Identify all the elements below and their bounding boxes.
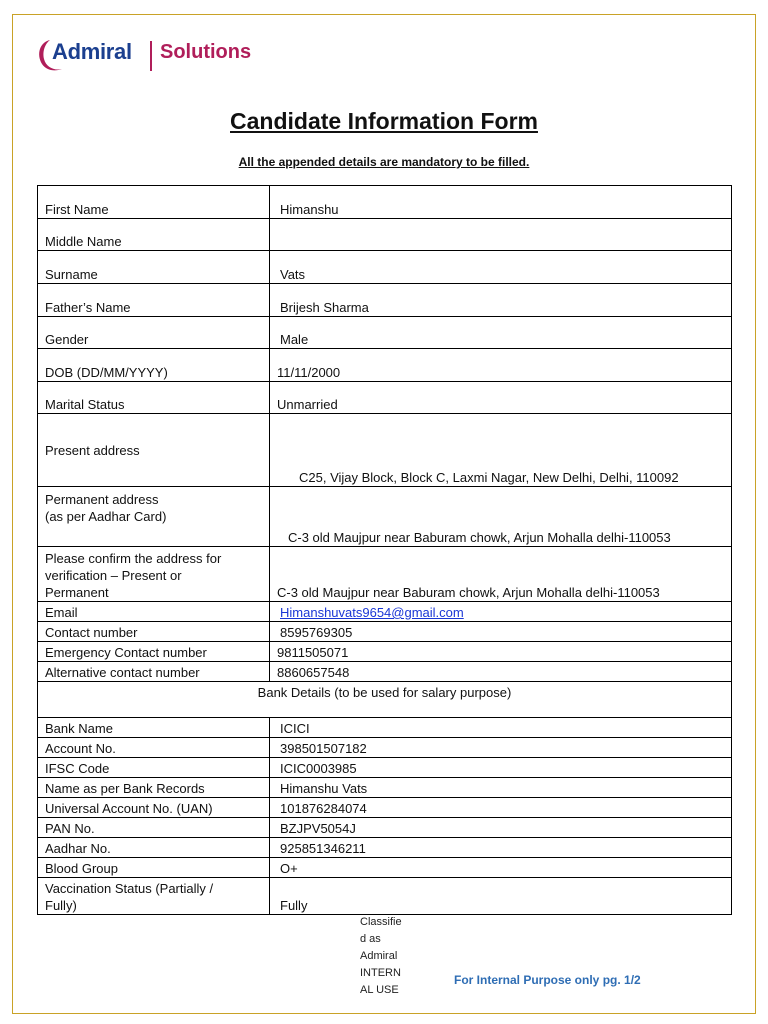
table-row	[38, 878, 732, 915]
bank-name-text: ICICI	[280, 721, 310, 736]
table-row	[38, 858, 732, 878]
page-subtitle: All the appended details are mandatory to be filled.	[238, 155, 530, 169]
table-row	[38, 818, 732, 838]
permanent-address-value[interactable]	[270, 487, 732, 547]
name-bank-label: Name as per Bank Records	[38, 778, 270, 798]
ifsc-value[interactable]	[270, 758, 732, 778]
classification-line: INTERN	[360, 967, 401, 979]
logo-separator	[150, 41, 152, 71]
present-address-text: C25, Vijay Block, Block C, Laxmi Nagar, New Delhi, Delhi, 110092	[299, 470, 679, 485]
emergency-contact-value[interactable]: 9811505071	[270, 642, 732, 662]
gender-value[interactable]	[270, 317, 732, 349]
uan-text: 101876284074	[280, 801, 367, 816]
table-row	[38, 487, 732, 547]
present-address-label: Present address	[38, 414, 270, 487]
company-logo	[36, 36, 276, 78]
bank-details-header: Bank Details (to be used for salary purpose)	[38, 682, 732, 718]
alternative-contact-value[interactable]: 8860657548	[270, 662, 732, 682]
verification-label-line3: Permanent	[45, 585, 109, 600]
page-title: Candidate Information Form	[230, 108, 538, 134]
table-row	[38, 349, 732, 382]
contact-number-text: 8595769305	[280, 625, 353, 640]
emergency-contact-label: Emergency Contact number	[38, 642, 270, 662]
verification-address-label	[38, 547, 270, 602]
account-no-label: Account No.	[38, 738, 270, 758]
aadhar-text: 925851346211	[280, 841, 366, 856]
table-row	[38, 758, 732, 778]
table-row	[38, 778, 732, 798]
table-row	[38, 662, 732, 682]
bank-name-value[interactable]	[270, 718, 732, 738]
table-row	[38, 602, 732, 622]
surname-text: Vats	[280, 267, 306, 282]
ifsc-label: IFSC Code	[38, 758, 270, 778]
blood-group-value[interactable]	[270, 858, 732, 878]
table-row	[38, 547, 732, 602]
email-label: Email	[38, 602, 270, 622]
vaccination-value[interactable]	[270, 878, 732, 915]
marital-status-label: Marital Status	[38, 382, 270, 414]
table-row	[38, 682, 732, 718]
verification-label-line2: verification – Present or	[45, 568, 182, 583]
middle-name-label: Middle Name	[38, 219, 270, 251]
table-row	[38, 838, 732, 858]
account-no-value[interactable]	[270, 738, 732, 758]
table-row	[38, 186, 732, 219]
table-row	[38, 622, 732, 642]
table-row	[38, 738, 732, 758]
father-name-value[interactable]	[270, 284, 732, 317]
bank-name-label: Bank Name	[38, 718, 270, 738]
classification-line: AL USE	[360, 984, 399, 996]
table-row	[38, 251, 732, 284]
ifsc-text: ICIC0003985	[280, 761, 357, 776]
footer-note: For Internal Purpose only pg. 1/2	[454, 973, 641, 987]
permanent-address-label	[38, 487, 270, 547]
permanent-address-label-line2: (as per Aadhar Card)	[45, 509, 167, 524]
table-row	[38, 642, 732, 662]
gender-label: Gender	[38, 317, 270, 349]
table-row	[38, 718, 732, 738]
classification-line: Admiral	[360, 950, 398, 962]
name-bank-text: Himanshu Vats	[280, 781, 368, 796]
gender-text: Male	[280, 332, 309, 347]
vaccination-text: Fully	[280, 898, 308, 913]
table-row	[38, 317, 732, 349]
alternative-contact-label: Alternative contact number	[38, 662, 270, 682]
table-row	[38, 414, 732, 487]
blood-group-label: Blood Group	[38, 858, 270, 878]
dob-label: DOB (DD/MM/YYYY)	[38, 349, 270, 382]
aadhar-label: Aadhar No.	[38, 838, 270, 858]
father-name-text: Brijesh Sharma	[280, 300, 369, 315]
contact-number-value[interactable]	[270, 622, 732, 642]
account-no-text: 398501507182	[280, 741, 367, 756]
pan-value[interactable]	[270, 818, 732, 838]
logo-brand: Admiral	[52, 39, 132, 64]
candidate-form-table	[37, 185, 732, 915]
vaccination-label-line1: Vaccination Status (Partially /	[45, 881, 214, 896]
vaccination-label	[38, 878, 270, 915]
uan-value[interactable]	[270, 798, 732, 818]
uan-label: Universal Account No. (UAN)	[38, 798, 270, 818]
classification-line: d as	[360, 933, 381, 945]
table-row	[38, 798, 732, 818]
first-name-text: Himanshu	[280, 202, 339, 217]
pan-text: BZJPV5054J	[280, 821, 356, 836]
permanent-address-label-line1: Permanent address	[45, 492, 159, 507]
email-value	[270, 602, 732, 622]
classification-label	[360, 914, 410, 999]
father-name-label: Father’s Name	[38, 284, 270, 317]
verification-label-line1: Please confirm the address for	[45, 551, 222, 566]
logo-product: Solutions	[160, 41, 252, 63]
present-address-value[interactable]	[270, 414, 732, 487]
blood-group-text: O+	[280, 861, 298, 876]
first-name-value[interactable]	[270, 186, 732, 219]
marital-status-value[interactable]: Unmarried	[270, 382, 732, 414]
dob-value[interactable]: 11/11/2000	[270, 349, 732, 382]
contact-number-label: Contact number	[38, 622, 270, 642]
surname-label: Surname	[38, 251, 270, 284]
surname-value[interactable]	[270, 251, 732, 284]
middle-name-value[interactable]	[270, 219, 732, 251]
classification-line: Classifie	[360, 916, 402, 928]
permanent-address-text: C-3 old Maujpur near Baburam chowk, Arjun Mohalla delhi-110053	[288, 530, 671, 545]
vaccination-label-line2: Fully)	[45, 898, 77, 913]
table-row	[38, 284, 732, 317]
verification-address-value[interactable]: C-3 old Maujpur near Baburam chowk, Arjun Mohalla delhi-110053	[270, 547, 732, 602]
table-row	[38, 219, 732, 251]
name-bank-value[interactable]	[270, 778, 732, 798]
aadhar-value[interactable]	[270, 838, 732, 858]
first-name-label: First Name	[38, 186, 270, 219]
table-row	[38, 382, 732, 414]
email-link[interactable]: Himanshuvats9654@gmail.com	[280, 605, 464, 620]
pan-label: PAN No.	[38, 818, 270, 838]
